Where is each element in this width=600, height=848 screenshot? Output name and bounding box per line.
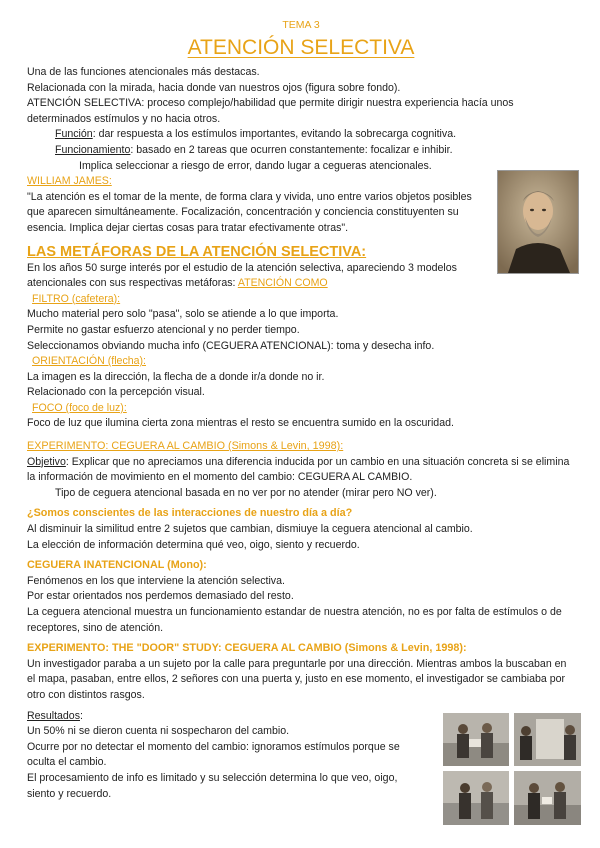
filtro-label: FILTRO (cafetera): bbox=[32, 292, 121, 305]
inatencional-line-1: Fenómenos en los que interviene la atención selectiva. bbox=[27, 574, 285, 587]
door-study-photo-3 bbox=[443, 771, 509, 825]
orientacion-line-1: La imagen es la dirección, la flecha de a donde ir/a donde no ir. bbox=[27, 370, 325, 383]
experimento1-heading: EXPERIMENTO: CEGUERA AL CAMBIO (Simons & Levin, 1998): bbox=[27, 440, 344, 453]
door-study-photo-collage bbox=[443, 713, 581, 825]
funcion-label: Función bbox=[55, 128, 93, 141]
filtro-line-1: Mucho material pero solo "pasa", solo se atiende a lo que importa. bbox=[27, 308, 339, 321]
foco-label: FOCO (foco de luz): bbox=[32, 401, 127, 414]
conscientes-line-1: Al disminuir la similitud entre 2 sujetos que cambian, dismiuye la ceguera atencional al cambio. bbox=[27, 523, 473, 536]
document-page bbox=[27, 12, 575, 802]
page-title: ATENCIÓN SELECTIVA bbox=[187, 36, 415, 59]
resultados-line-1: Un 50% ni se dieron cuenta ni sospecharon del cambio. bbox=[27, 725, 290, 738]
inatencional-line-2: Por estar orientados nos perdemos demasiado del resto. bbox=[27, 590, 294, 603]
intro-definition: ATENCIÓN SELECTIVA: proceso complejo/habilidad que permite dirigir nuestra experiencia hacía unos determinados estímulos y no hacia otros. bbox=[27, 97, 514, 125]
filtro-line-3: Seleccionamos obviando mucha info (CEGUERA ATENCIONAL): toma y desecha info. bbox=[27, 339, 435, 352]
orientacion-line-2: Relacionado con la percepción visual. bbox=[27, 386, 205, 399]
metaforas-intro bbox=[27, 261, 492, 292]
funcionamiento-line bbox=[27, 143, 575, 159]
objetivo-label: Objetivo bbox=[27, 455, 66, 468]
resultados-line-2: Ocurre por no detectar el momento del cambio: ignoramos estímulos porque se oculta el cambio. bbox=[27, 740, 400, 769]
funcion-text: : dar respuesta a los estímulos importantes, evitando la sobrecarga cognitiva. bbox=[92, 128, 457, 141]
funcionamiento-label: Funcionamiento bbox=[55, 143, 131, 156]
door-study-photo-4 bbox=[514, 771, 581, 825]
tipo-ceguera-line: Tipo de ceguera atencional basada en no ver por no atender (mirar pero NO ver). bbox=[55, 486, 437, 499]
objetivo-line bbox=[27, 455, 575, 486]
metaforas-intro-text: En los años 50 surge interés por el estudio de la atención selectiva, apareciendo 3 modelos atencionales con sus respectivas metáforas: bbox=[27, 261, 457, 290]
intro-line-1: Una de las funciones atencionales más destacas. bbox=[27, 66, 260, 78]
intro-line-2: Relacionada con la mirada, hacia donde van nuestros ojos (figura sobre fondo). bbox=[27, 81, 401, 94]
conscientes-line-2: La elección de información determina qué veo, oigo, siento y recuerdo. bbox=[27, 538, 360, 551]
door-study-photo-2 bbox=[514, 713, 581, 766]
objetivo-text: : Explicar que no apreciamos una diferencia inducida por un cambio en una situación concreta si se elimina la información de movimiento en el momento del cambio: CEGUERA AL CAMBIO. bbox=[27, 455, 570, 484]
resultados-line-3: El procesamiento de info es limitado y su selección determina lo que veo, oigo, siento y recuerdo. bbox=[27, 771, 398, 800]
william-james-heading: WILLIAM JAMES: bbox=[27, 175, 112, 188]
funcion-line bbox=[27, 127, 575, 143]
experimento2-text: Un investigador paraba a un sujeto por la calle para preguntarle por una dirección. Mientras ambos la buscaban en el mapa, pasaban, entre ellos, 2 señores con una puerta y, justo en ese momento, el investigador se cambiaba por otro con distintos rasgos. bbox=[27, 657, 567, 701]
resultados-colon: : bbox=[80, 709, 83, 722]
funcionamiento-text: : basado en 2 tareas que ocurren constantemente: focalizar e inhibir. bbox=[130, 143, 453, 156]
conscientes-heading: ¿Somos conscientes de las interacciones de nuestro día a día? bbox=[27, 507, 353, 520]
implica-line: Implica seleccionar a riesgo de error, dando lugar a cegueras atencionales. bbox=[79, 159, 432, 172]
orientacion-label: ORIENTACIÓN (flecha): bbox=[32, 355, 146, 368]
door-study-photo-1 bbox=[443, 713, 509, 766]
william-james-quote: "La atención es el tomar de la mente, de forma clara y vivida, uno entre varios objetos posibles que aparecen simultáneamente. Focalización, concentración y conciencia constituyenten su esencia. Implica dejar ciertas cosas para tratar efectivamente otras". bbox=[27, 190, 472, 234]
foco-line-1: Foco de luz que ilumina cierta zona mientras el resto se encuentra sumido en la oscuridad. bbox=[27, 417, 454, 430]
resultados-heading: Resultados bbox=[27, 709, 80, 722]
william-james-portrait bbox=[497, 170, 579, 274]
inatencional-heading: CEGUERA INATENCIONAL (Mono): bbox=[27, 559, 207, 572]
atencion-como-label: ATENCIÓN COMO bbox=[237, 277, 328, 290]
filtro-line-2: Permite no gastar esfuerzo atencional y no perder tiempo. bbox=[27, 323, 300, 336]
experimento2-heading: EXPERIMENTO: THE "DOOR" STUDY: CEGUERA AL CAMBIO (Simons & Levin, 1998): bbox=[27, 642, 467, 655]
topic-number: TEMA 3 bbox=[282, 19, 320, 31]
inatencional-line-3: La ceguera atencional muestra un funcionamiento estandar de nuestra atención, no es por falta de estímulos o de receptores, sino de atención. bbox=[27, 606, 562, 634]
metaforas-heading: LAS METÁFORAS DE LA ATENCIÓN SELECTIVA: bbox=[27, 243, 367, 260]
